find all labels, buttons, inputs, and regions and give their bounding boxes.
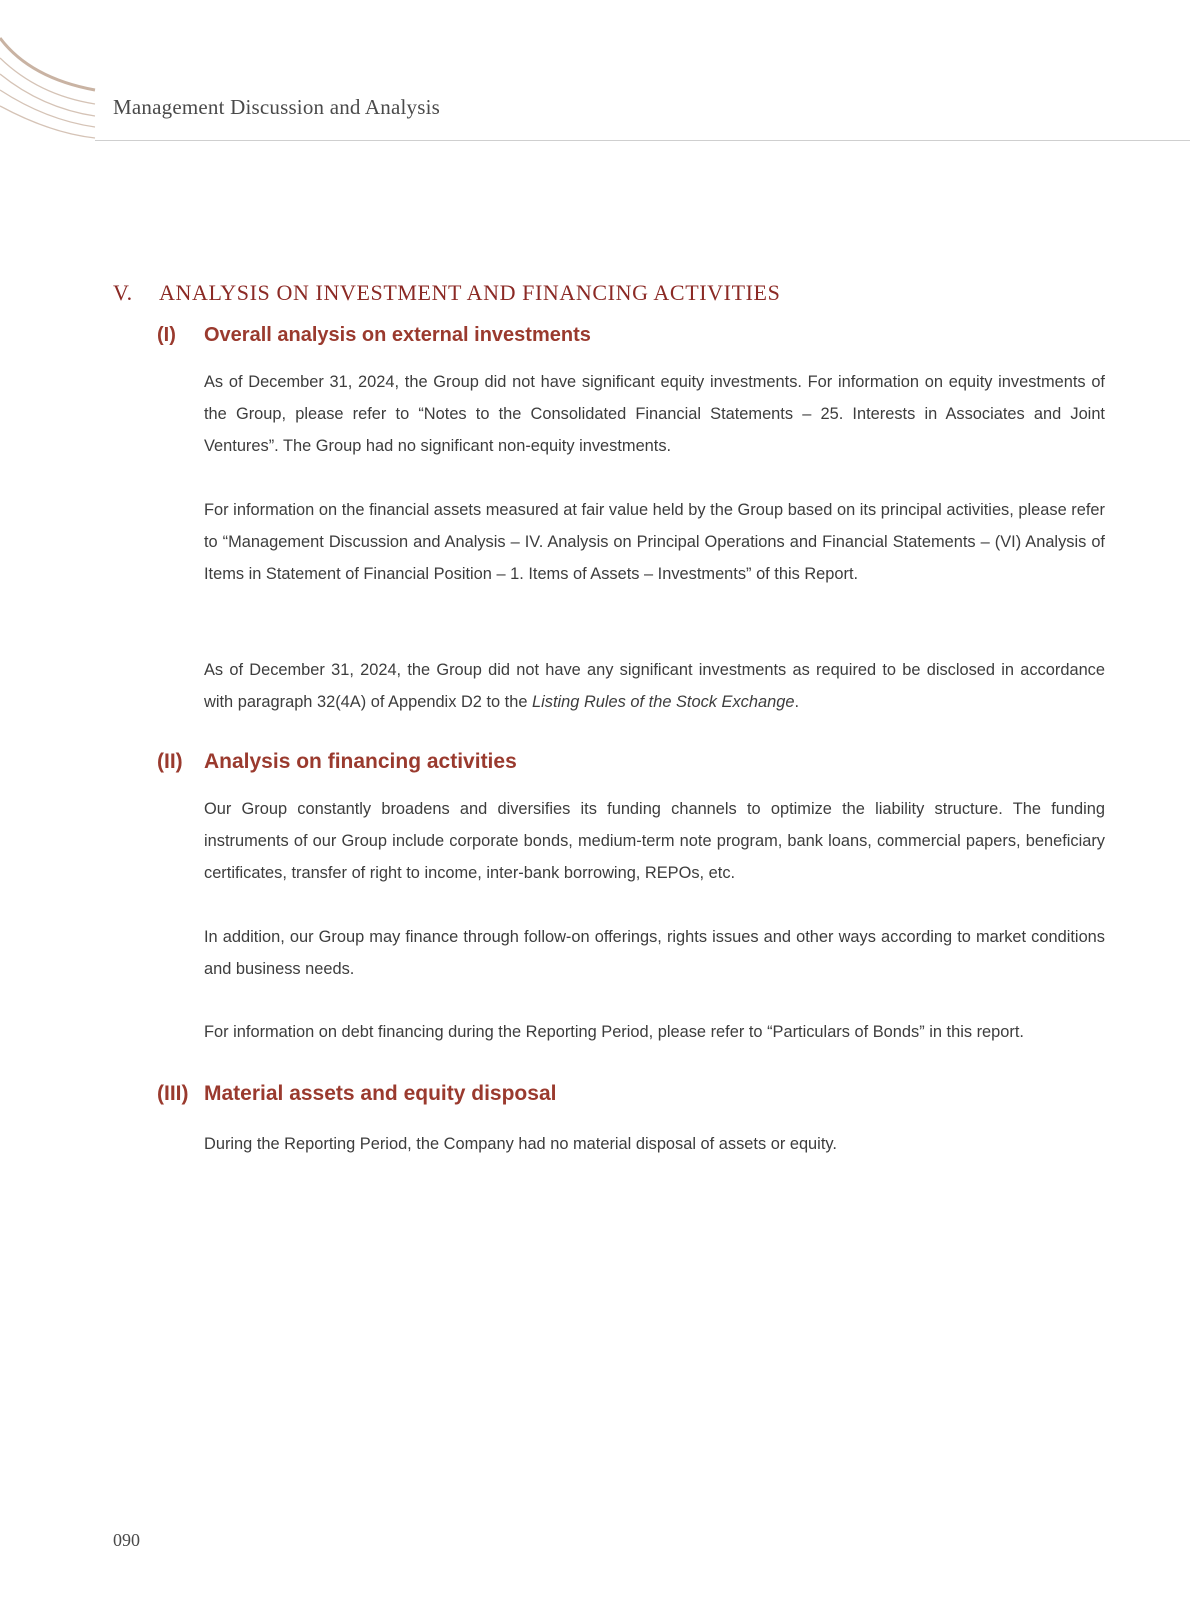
subsection-number: (III)	[157, 1082, 189, 1105]
paragraph-disposal: During the Reporting Period, the Company had no material disposal of assets or equity.	[204, 1135, 837, 1153]
page-number: 090	[113, 1530, 140, 1550]
paragraph-equity-investments: As of December 31, 2024, the Group did not have significant equity investments. For information on equity investments of the Group, please refer to “Notes to the Consolidated Financial Statements – 25. Interests in Associates and Joint Ventures”. The Group had no significant non-equity investments.	[204, 373, 1105, 455]
subsection-title: Material assets and equity disposal	[204, 1082, 557, 1105]
section-number: V.	[113, 280, 133, 305]
paragraph-debt-financing: For information on debt financing during the Reporting Period, please refer to “Particulars of Bonds” in this report.	[204, 1023, 1024, 1041]
paragraph-significant-investments	[204, 654, 1105, 718]
running-header: Management Discussion and Analysis	[113, 95, 441, 119]
paragraph-fair-value-assets: For information on the financial assets measured at fair value held by the Group based on its principal activities, please refer to “Management Discussion and Analysis – IV. Analysis on Principal Operations and Financial Statements – (VI) Analysis of Items in Statement of Financial Position – 1. Items of Assets – Investments” of this Report.	[204, 501, 1105, 583]
paragraph-funding-channels: Our Group constantly broadens and diversifies its funding channels to optimize the liability structure. The funding instruments of our Group include corporate bonds, medium-term note program, bank loans, commercial papers, beneficiary certificates, transfer of right to income, inter-bank borrowing, REPOs, etc.	[204, 800, 1105, 882]
subsection-title: Analysis on financing activities	[204, 750, 517, 773]
listing-rules-title: Listing Rules of the Stock Exchange	[532, 693, 795, 711]
decorative-arcs	[0, 0, 100, 145]
subsection-title: Overall analysis on external investments	[204, 324, 591, 346]
header-divider	[95, 140, 1190, 141]
paragraph-text-end: .	[794, 693, 799, 711]
section-title-text: ANALYSIS ON INVESTMENT AND FINANCING ACTIVITIES	[159, 280, 781, 305]
subsection-heading-2	[157, 750, 517, 774]
subsection-heading-3	[157, 1082, 556, 1106]
section-title	[113, 280, 780, 306]
subsection-heading-1	[157, 324, 591, 347]
subsection-number: (I)	[157, 324, 176, 346]
paragraph-follow-on-offerings: In addition, our Group may finance through follow-on offerings, rights issues and other ways according to market conditions and business needs.	[204, 928, 1105, 978]
subsection-number: (II)	[157, 750, 183, 773]
paragraph-text: As of December 31, 2024, the Group did not have any significant investments as required to be disclosed in accordance with paragraph 32(4A) of Appendix D2 to the	[204, 661, 1105, 711]
